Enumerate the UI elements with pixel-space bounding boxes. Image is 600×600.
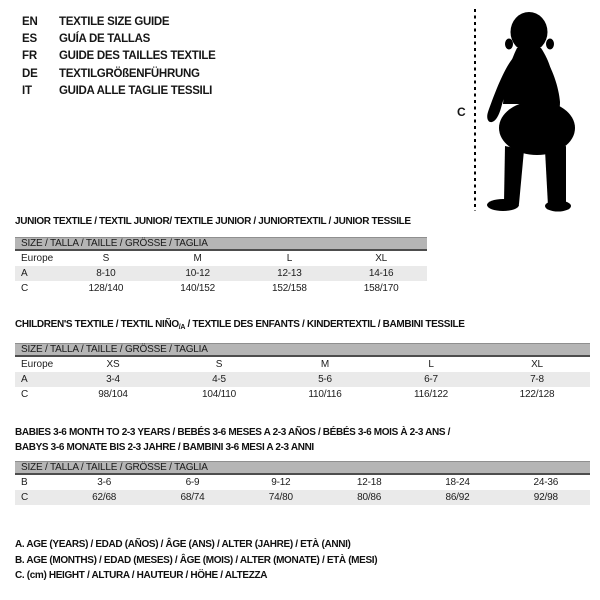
row-label: C [21,389,29,400]
table-cell: 116/122 [413,389,448,400]
table-cell: M [320,359,330,370]
table-cell: 4-5 [212,374,226,385]
row-label: B [21,477,28,488]
table-cell: 18-24 [445,477,470,488]
table-cell: 140/152 [180,283,215,294]
language-code: ES [22,33,37,46]
language-guide-title: GUIDA ALLE TAGLIE TESSILI [59,85,213,98]
language-code: EN [22,15,38,28]
height-measure-label: C [457,105,466,119]
legend-line-b: B. AGE (MONTHS) / EDAD (MESES) / ÂGE (MOIS) / ALTER (MONATE) / ETÀ (MESI) [15,554,378,566]
table-cell: XS [106,359,120,370]
table-cell: 6-9 [185,477,200,488]
language-code: IT [22,85,32,98]
table-cell: XL [375,253,388,264]
table-row [15,372,590,387]
junior-size-table [15,237,427,296]
table-row [15,251,427,266]
baby-silhouette-icon [481,8,578,212]
language-code: FR [22,50,37,63]
table-cell: S [102,253,110,264]
language-row [22,13,216,30]
legend-line-a: A. AGE (YEARS) / EDAD (AÑOS) / ÂGE (ANS) / ALTER (JAHRE) / ETÀ (ANNI) [15,539,351,550]
table-row [15,281,427,296]
table-cell: 152/158 [272,283,307,294]
height-dashed-line [474,9,476,211]
table-cell: 74/80 [268,492,293,503]
table-cell: 110/116 [308,389,342,400]
table-cell: 68/74 [180,492,205,503]
row-label: Europe [21,359,54,370]
children-size-table [15,343,590,402]
table-cell: 92/98 [533,492,558,503]
table-cell: 62/68 [92,492,117,503]
title-line: BABIES 3-6 MONTH TO 2-3 YEARS / BEBÉS 3-6 MESES A 2-3 AÑOS / BÉBÉS 3-6 MOIS À 2-3 ANS / [15,427,451,438]
size-table-header: SIZE / TALLA / TAILLE / GRÖSSE / TAGLIA [15,237,427,251]
table-cell: 80/86 [357,492,382,503]
legend-line-c: C. (cm) HEIGHT / ALTURA / HAUTEUR / HÖHE / ALTEZZA [15,570,268,582]
table-row [15,266,427,281]
table-cell: L [286,253,293,264]
table-cell: 104/110 [201,389,236,400]
language-row [22,65,216,82]
title-subscript: /A [178,324,186,331]
table-cell: S [215,359,223,370]
table-cell: 8-10 [96,268,116,279]
children-section-title [15,319,465,331]
table-cell: L [428,359,434,370]
table-cell: 14-16 [368,268,394,279]
table-cell: 3-4 [106,374,120,385]
title-line: BABYS 3-6 MONATE BIS 2-3 JAHRE / BAMBINI 3-6 MESI A 2-3 ANNI [15,442,314,453]
size-table-header: SIZE / TALLA / TAILLE / GRÖSSE / TAGLIA [15,343,590,357]
table-cell: 24-36 [533,477,559,488]
table-row [15,387,590,402]
language-guide-title: TEXTILGRÖßENFÜHRUNG [59,67,200,80]
language-code: DE [22,67,38,80]
legend-block [15,537,377,584]
table-cell: 98/104 [98,389,128,400]
language-guide-title: GUIDE DES TAILLES TEXTILE [59,50,216,63]
size-table-header: SIZE / TALLA / TAILLE / GRÖSSE / TAGLIA [15,461,590,475]
table-cell: 9-12 [271,477,291,488]
row-label: Europe [21,253,54,264]
table-row [15,357,590,372]
table-cell: 12-13 [277,268,302,279]
title-text: / TEXTILE DES ENFANTS / KINDERTEXTIL / BAMBINI TESSILE [185,319,465,330]
babies-size-table [15,461,590,505]
table-cell: XL [531,359,543,370]
table-cell: 128/140 [88,283,124,294]
row-label: C [21,283,29,294]
row-label: A [21,374,28,385]
language-row [22,83,216,100]
row-label: C [21,492,29,503]
babies-section-title [15,425,450,455]
table-cell: 10-12 [185,268,210,279]
table-cell: 7-8 [530,374,544,385]
table-cell: 5-6 [318,374,332,385]
table-cell: 6-7 [424,374,438,385]
table-row [15,475,590,490]
language-row [22,30,216,47]
row-label: A [21,268,28,279]
table-cell: 12-18 [356,477,382,488]
table-cell: 86/92 [445,492,470,503]
table-cell: 3-6 [97,477,112,488]
language-title-block [22,13,216,100]
language-guide-title: GUÍA DE TALLAS [59,33,150,46]
language-guide-title: TEXTILE SIZE GUIDE [59,15,170,28]
title-text: CHILDREN'S TEXTILE / TEXTIL NIÑO [15,319,179,330]
table-cell: M [193,253,202,264]
language-row [22,48,216,65]
table-cell: 122/128 [519,389,555,400]
table-row [15,490,590,505]
junior-section-title: JUNIOR TEXTILE / TEXTIL JUNIOR/ TEXTILE JUNIOR / JUNIORTEXTIL / JUNIOR TESSILE [15,216,411,227]
table-cell: 158/170 [363,283,399,294]
